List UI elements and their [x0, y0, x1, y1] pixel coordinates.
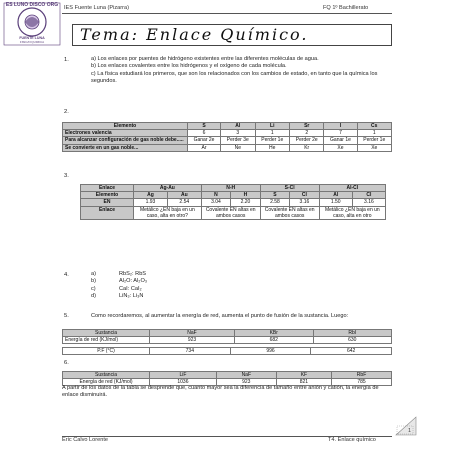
table-cell: Perder 1e	[255, 137, 289, 144]
logo-mid-text: FUENTE LUNA	[19, 36, 45, 40]
table-cell: 3.16	[290, 199, 319, 206]
q3-col-head: S-Cl	[260, 185, 319, 192]
q1-a: a) Los enlaces por puentes de hidrógeno existentes entre las diferentes moléculas de agua.	[91, 56, 319, 62]
table-row	[63, 337, 392, 344]
q3-col-head: N-H	[201, 185, 260, 192]
header-school: IES Fuente Luna (Pizarra)	[64, 5, 129, 11]
table-cell: 2	[289, 130, 323, 137]
q2-col-head: S	[188, 123, 221, 130]
table-cell: Covalente EN altas en ambos casos	[201, 206, 260, 219]
logo-top-text: ES LUNO DISCO ORG	[5, 2, 59, 8]
table-cell: 923	[216, 379, 276, 386]
table-cell: Perder 3e	[221, 137, 255, 144]
table-row	[63, 348, 392, 355]
row-label: P.F (°C)	[63, 348, 150, 355]
table-cell: N	[201, 192, 230, 199]
table-cell: 3.16	[352, 199, 385, 206]
page-title: Tema: Enlace Químico.	[80, 25, 309, 44]
table-cell: 7	[324, 130, 357, 137]
table-cell: 923	[150, 337, 235, 344]
table-cell: Ganar 2e	[188, 137, 221, 144]
q2-number: 2.	[64, 109, 69, 115]
table-cell: 642	[311, 348, 392, 355]
list-item: a) RbS₂: RbS	[91, 271, 147, 277]
table-cell: 785	[332, 379, 392, 386]
q5-table	[62, 329, 392, 344]
q6-header-row	[63, 372, 392, 379]
table-cell: Ag	[134, 192, 168, 199]
table-cell: 2.54	[167, 199, 201, 206]
table-cell: 1.93	[134, 199, 168, 206]
q1-number: 1.	[64, 57, 69, 63]
q6-col-head: RbF	[332, 372, 392, 379]
table-cell: Cl	[290, 192, 319, 199]
q3-col-head: Ag-Au	[134, 185, 202, 192]
table-row	[63, 130, 392, 137]
row-label: Enlace	[81, 206, 134, 219]
list-item: b) Al₂O: Al₂O₃	[91, 278, 148, 285]
q2-col-head: Sr	[289, 123, 323, 130]
table-cell: Cl	[352, 192, 385, 199]
q6-col-head: NaF	[216, 372, 276, 379]
page-number: 1	[408, 428, 412, 434]
page-corner-icon	[395, 416, 417, 436]
table-cell: 3.04	[201, 199, 230, 206]
q3-col-head: Enlace	[81, 185, 134, 192]
table-cell: 1.50	[319, 199, 352, 206]
row-label: Para alcanzar configuración de gas noble debe.....	[63, 137, 188, 144]
q5-col-head: Sustancia	[63, 330, 150, 337]
table-cell: 1036	[150, 379, 217, 386]
q1-answers	[91, 56, 391, 86]
row-label: Elemento	[81, 192, 134, 199]
q5-header-row	[63, 330, 392, 337]
row-label: Se convierte en un gas noble...	[63, 144, 188, 151]
logo-bottom-text: FISICAYQUIMICA	[19, 40, 45, 44]
q5-pf-table	[62, 347, 392, 355]
q5-col-head: NaF	[150, 330, 235, 337]
table-row	[81, 206, 386, 219]
table-cell: Ne	[221, 144, 255, 151]
table-cell: 821	[276, 379, 331, 386]
table-cell: Xe	[324, 144, 357, 151]
q6-text: A partir de los datos de la tabla se desprende que, cuanto mayor sea la diferencia de tamaño entre anión y catión, la energía de enlace disminuirá.	[62, 385, 379, 399]
table-cell: Kr	[289, 144, 323, 151]
q2-table	[62, 122, 392, 152]
table-cell: Ganar 1e	[324, 137, 357, 144]
footer-topic: T4. Enlace químico	[328, 437, 376, 443]
table-cell: Metálico ¿EN baja en un caso, alta en otro?	[134, 206, 202, 219]
footer-author: Eric Calvo Lorente	[62, 437, 109, 443]
table-cell: 2.58	[260, 199, 289, 206]
q6-col-head: Sustancia	[63, 372, 150, 379]
page-number-icon	[395, 416, 417, 436]
table-cell: H	[231, 192, 260, 199]
q1-b: b) Los enlaces covalentes entre los hidrógenos y el oxígeno de cada molécula.	[91, 63, 287, 70]
q2-col-head: Elemento	[63, 123, 188, 130]
row-label: EN	[81, 199, 134, 206]
table-cell: 996	[230, 348, 311, 355]
table-row	[63, 144, 392, 151]
table-cell: Perder 1e	[357, 137, 392, 144]
header-rule	[62, 13, 392, 14]
q6-col-head: KF	[276, 372, 331, 379]
q4-number: 4.	[64, 272, 69, 278]
q3-header-row	[81, 185, 386, 192]
table-cell: He	[255, 144, 289, 151]
q2-header-row	[63, 123, 392, 130]
q2-col-head: Cs	[357, 123, 392, 130]
table-cell: 630	[313, 337, 392, 344]
q5-col-head: RbI	[313, 330, 392, 337]
table-cell: 1	[255, 130, 289, 137]
header-course: FQ 1º Bachillerato	[323, 5, 369, 11]
table-cell: Covalente EN altas en ambos casos	[260, 206, 319, 219]
table-cell: Al	[319, 192, 352, 199]
table-cell: 6	[188, 130, 221, 137]
q3-col-head: Al-Cl	[319, 185, 385, 192]
list-item: c) CaI: CaI₂	[91, 285, 142, 292]
q3-number: 3.	[64, 173, 69, 179]
table-cell: Perder 2e	[289, 137, 323, 144]
table-cell: 3	[221, 130, 255, 137]
q2-col-head: I	[324, 123, 357, 130]
q5-text: Como recordaremos, al aumentar la energía de red, aumenta el punto de fusión de la sustancia. Luego:	[91, 313, 349, 319]
table-cell: 2.20	[231, 199, 260, 206]
q6-number: 6.	[64, 360, 69, 366]
table-cell: Ar	[188, 144, 221, 151]
table-cell: Au	[167, 192, 201, 199]
q6-col-head: LiF	[150, 372, 217, 379]
table-cell: Xe	[357, 144, 392, 151]
table-row	[63, 137, 392, 144]
q1-c: c) La física estudiará los primeros, que son los relacionados con los cambios de estado, en tanto que la química los segundos.	[91, 70, 378, 85]
table-cell: 682	[235, 337, 313, 344]
row-label: Energía de red (KJ/mol)	[63, 337, 150, 344]
q5-number: 5.	[64, 313, 69, 319]
table-cell: S	[260, 192, 289, 199]
row-label: Energía de red (KJ/mol)	[63, 379, 150, 386]
q4-list	[91, 271, 147, 301]
list-item: d) LiN₃: Li₃N	[91, 293, 144, 300]
table-cell: Metálico ¿EN baja en un caso, alta en otro	[319, 206, 385, 219]
q5-col-head: KBr	[235, 330, 313, 337]
q2-col-head: Al	[221, 123, 255, 130]
row-label: Electrones valencia	[63, 130, 188, 137]
q2-col-head: Li	[255, 123, 289, 130]
table-row	[81, 192, 386, 199]
table-row	[81, 199, 386, 206]
table-cell: 1	[357, 130, 392, 137]
q3-table	[80, 184, 386, 220]
table-cell: 734	[150, 348, 231, 355]
